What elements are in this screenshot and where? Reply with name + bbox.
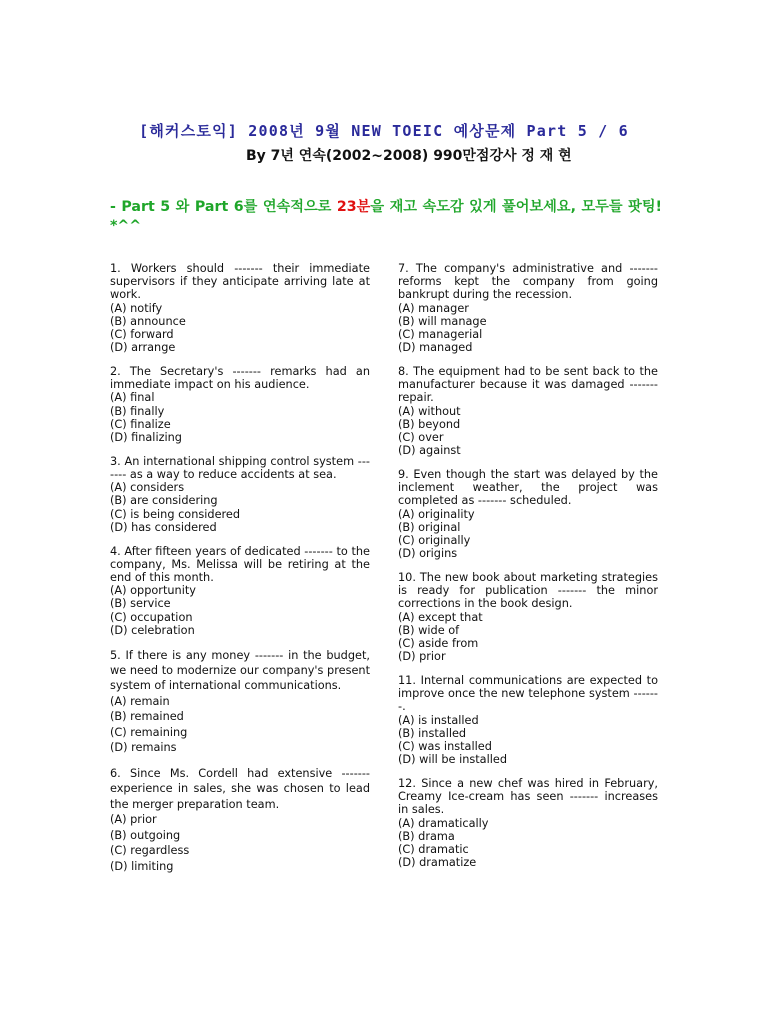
question-2 bbox=[110, 365, 370, 444]
option-b: (B) are considering bbox=[110, 494, 218, 508]
option-d: (D) against bbox=[398, 444, 461, 458]
option-b: (B) will manage bbox=[398, 314, 487, 328]
option-b: (B) installed bbox=[398, 726, 467, 740]
option-b: (B) announce bbox=[110, 314, 186, 328]
question-stem: 6. Since Ms. Cordell had extensive ------- experience in sales, she was chosen to lead the merger preparation team. bbox=[110, 767, 370, 811]
option-a: (A) except that bbox=[398, 610, 483, 624]
question-stem: 11. Internal communications are expected to improve once the new telephone system -------. bbox=[398, 674, 658, 714]
option-a: (A) originality bbox=[398, 507, 475, 521]
option-d: (D) celebration bbox=[110, 623, 195, 637]
question-7 bbox=[398, 262, 658, 354]
question-stem: 7. The company's administrative and ------- reforms kept the company from going bankrupt during the recession. bbox=[398, 262, 658, 302]
question-12 bbox=[398, 777, 658, 869]
option-c: (C) originally bbox=[398, 534, 471, 548]
author-subtitle: By 7년 연속(2002~2008) 990만점강사 정 재 현 bbox=[246, 148, 572, 164]
question-stem: 5. If there is any money ------- in the budget, we need to modernize our company's present system of international communications. bbox=[110, 648, 370, 693]
question-1 bbox=[110, 262, 370, 354]
option-b: (B) service bbox=[110, 597, 171, 611]
option-a: (A) opportunity bbox=[110, 584, 196, 598]
option-a: (A) final bbox=[110, 391, 155, 405]
instruction-after: 을 재고 속도감 있게 풀어보세요, 모두들 팟팅! *^^ bbox=[110, 199, 662, 234]
question-stem: 2. The Secretary's ------- remarks had an immediate impact on his audience. bbox=[110, 365, 370, 392]
option-d: (D) dramatize bbox=[398, 856, 477, 870]
option-a: (A) manager bbox=[398, 301, 469, 315]
option-c: (C) dramatic bbox=[398, 843, 469, 857]
option-b: (B) finally bbox=[110, 404, 165, 418]
option-a: (A) prior bbox=[110, 813, 157, 827]
option-b: (B) original bbox=[398, 520, 461, 534]
option-b: (B) beyond bbox=[398, 417, 461, 431]
option-a: (A) considers bbox=[110, 481, 185, 495]
option-a: (A) without bbox=[398, 404, 461, 418]
option-c: (C) regardless bbox=[110, 844, 190, 858]
option-a: (A) notify bbox=[110, 301, 163, 315]
option-c: (C) occupation bbox=[110, 610, 193, 624]
question-stem: 4. After fifteen years of dedicated ------- to the company, Ms. Melissa will be retiring at the end of this month. bbox=[110, 544, 370, 585]
option-d: (D) arrange bbox=[110, 341, 176, 355]
option-d: (D) origins bbox=[398, 547, 458, 561]
option-d: (D) prior bbox=[398, 650, 446, 664]
option-c: (C) is being considered bbox=[110, 507, 241, 521]
option-b: (B) remained bbox=[110, 710, 184, 724]
question-9 bbox=[398, 468, 658, 560]
option-c: (C) managerial bbox=[398, 328, 483, 342]
question-3 bbox=[110, 455, 370, 534]
option-c: (C) remaining bbox=[110, 725, 188, 739]
time-limit-highlight: 23분 bbox=[336, 199, 371, 215]
option-c: (C) was installed bbox=[398, 740, 492, 754]
question-stem: 9. Even though the start was delayed by the inclement weather, the project was completed as ------- scheduled. bbox=[398, 468, 658, 508]
option-c: (C) over bbox=[398, 431, 444, 445]
question-stem: 3. An international shipping control system ------- as a way to reduce accidents at sea. bbox=[110, 454, 370, 482]
option-c: (C) finalize bbox=[110, 417, 171, 431]
option-d: (D) remains bbox=[110, 741, 177, 755]
instruction-text bbox=[110, 198, 662, 236]
option-c: (C) forward bbox=[110, 328, 174, 342]
question-10 bbox=[398, 571, 658, 663]
option-a: (A) remain bbox=[110, 694, 170, 708]
question-stem: 1. Workers should ------- their immediate supervisors if they anticipate arriving late at work. bbox=[110, 262, 370, 302]
option-c: (C) aside from bbox=[398, 637, 479, 651]
question-6 bbox=[110, 766, 370, 874]
option-b: (B) wide of bbox=[398, 623, 460, 637]
page-title: [해커스토익] 2008년 9월 NEW TOEIC 예상문제 Part 5 / 6 bbox=[139, 122, 629, 140]
option-d: (D) has considered bbox=[110, 520, 217, 534]
option-a: (A) is installed bbox=[398, 713, 479, 727]
option-b: (B) outgoing bbox=[110, 828, 181, 842]
option-d: (D) finalizing bbox=[110, 431, 182, 445]
questions-right-column bbox=[398, 262, 658, 880]
question-stem: 12. Since a new chef was hired in February, Creamy Ice-cream has seen ------- increases in sales. bbox=[398, 777, 658, 817]
question-stem: 10. The new book about marketing strategies is ready for publication ------- the minor corrections in the book design. bbox=[398, 571, 658, 611]
option-b: (B) drama bbox=[398, 829, 455, 843]
question-5 bbox=[110, 648, 370, 756]
question-11 bbox=[398, 674, 658, 766]
question-8 bbox=[398, 365, 658, 457]
question-4 bbox=[110, 545, 370, 637]
option-a: (A) dramatically bbox=[398, 816, 489, 830]
option-d: (D) managed bbox=[398, 341, 473, 355]
option-d: (D) will be installed bbox=[398, 753, 507, 767]
question-stem: 8. The equipment had to be sent back to the manufacturer because it was damaged ------- repair. bbox=[398, 365, 658, 405]
instruction-before: - Part 5 와 Part 6를 연속적으로 bbox=[110, 199, 337, 215]
option-d: (D) limiting bbox=[110, 859, 174, 873]
questions-left-column bbox=[110, 262, 370, 885]
